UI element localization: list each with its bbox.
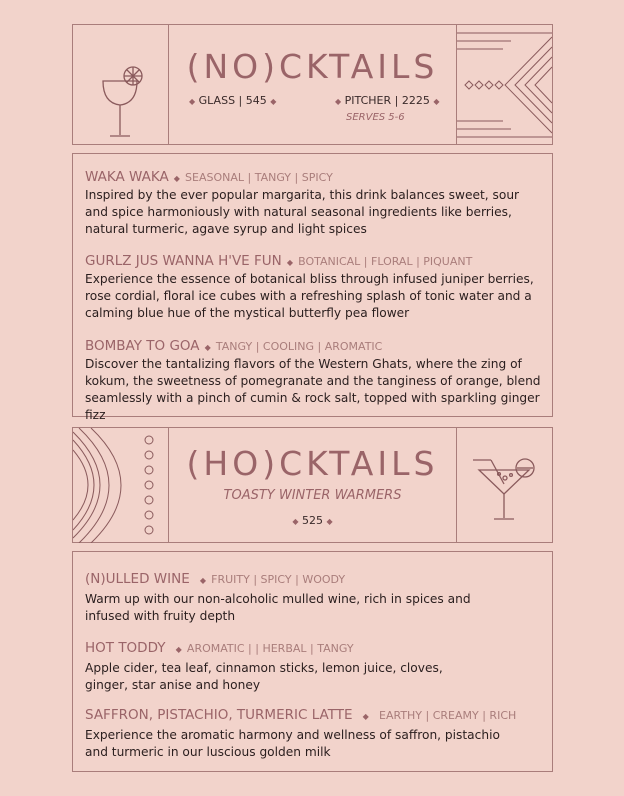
item-tags: TANGY | COOLING | AROMATIC — [215, 340, 383, 353]
diamond-icon: ◆ — [175, 645, 182, 654]
nocktails-header — [72, 24, 553, 145]
item-tags: SEASONAL | TANGY | SPICY — [185, 171, 333, 184]
item-tags: AROMATIC | | HERBAL | TANGY — [186, 642, 354, 655]
nocktails-menu — [72, 153, 553, 422]
diamond-icon: ◆ — [362, 712, 369, 721]
nocktails-right-panel — [456, 25, 552, 144]
item-description: Warm up with our non-alcoholic mulled wine, rich in spices and infused with fruity depth — [85, 592, 471, 623]
diamond-icon: ◆ — [433, 97, 440, 106]
item-description: Experience the aromatic harmony and wellness of saffron, pistachio and turmeric in our luscious golden milk — [85, 728, 500, 759]
diamond-icon: ◆ — [173, 174, 180, 183]
item-tags: BOTANICAL | FLORAL | PIQUANT — [298, 255, 473, 268]
hocktails-right-panel — [456, 428, 552, 542]
item-name: SAFFRON, PISTACHIO, TURMERIC LATTE — [85, 707, 353, 723]
menu-item — [85, 335, 542, 424]
glass-price: ◆ GLASS | 545 ◆ — [189, 94, 277, 107]
art-deco-lines-icon — [457, 25, 552, 145]
menu-item — [85, 250, 542, 322]
diamond-icon: ◆ — [189, 97, 196, 106]
item-name: HOT TODDY — [85, 640, 166, 656]
item-description: Experience the essence of botanical bliss through infused juniper berries, rose cordial, floral ice cubes with a refreshing splash of tonic water and a calming blue hue of the mystical butterfly pea flower — [85, 272, 534, 320]
hocktails-subtitle: TOASTY WINTER WARMERS — [223, 488, 402, 503]
item-name: WAKA WAKA — [85, 169, 169, 185]
diamond-icon: ◆ — [286, 258, 293, 267]
serves-note: SERVES 5-6 — [346, 112, 405, 123]
diamond-icon: ◆ — [199, 576, 207, 585]
item-name: BOMBAY TO GOA — [85, 338, 200, 354]
menu-item — [85, 166, 542, 238]
item-description: Apple cider, tea leaf, cinnamon sticks, lemon juice, cloves, ginger, star anise and honey — [85, 661, 443, 692]
diamond-icon: ◆ — [292, 517, 299, 526]
diamond-icon: ◆ — [204, 343, 211, 352]
diamond-icon: ◆ — [270, 97, 277, 106]
item-name: GURLZ JUS WANNA H'VE FUN — [85, 253, 282, 269]
item-description: Discover the tantalizing flavors of the Western Ghats, where the zing of kokum, the sweetness of pomegranate and the tanginess of orange, blend seamlessly with a pinch of cumin & rock salt, topped with sparkling ginger fizz — [85, 357, 541, 422]
diamond-icon: ◆ — [335, 97, 342, 106]
item-tags: EARTHY | CREAMY | RICH — [379, 709, 517, 722]
hocktails-price: ◆ 525 ◆ — [292, 514, 333, 527]
hocktails-menu — [72, 551, 553, 772]
pitcher-price: ◆ PITCHER | 2225 ◆ — [335, 94, 440, 107]
hocktails-header — [72, 427, 553, 543]
hocktails-title: (HO)CKTAILS — [186, 444, 439, 483]
martini-glass-icon — [457, 428, 552, 543]
menu-item — [85, 704, 542, 761]
diamond-icon: ◆ — [326, 517, 333, 526]
menu-item — [85, 637, 542, 694]
item-tags: FRUITY | SPICY | WOODY — [211, 573, 346, 586]
nocktails-title: (NO)CKTAILS — [186, 47, 439, 86]
menu-item — [85, 568, 542, 625]
item-description: Inspired by the ever popular margarita, this drink balances sweet, sour and spice harmoniously with natural seasonal ingredients like berries, natural turmeric, agave syrup and light spices — [85, 188, 520, 236]
item-name: (N)ULLED WINE — [85, 571, 190, 587]
